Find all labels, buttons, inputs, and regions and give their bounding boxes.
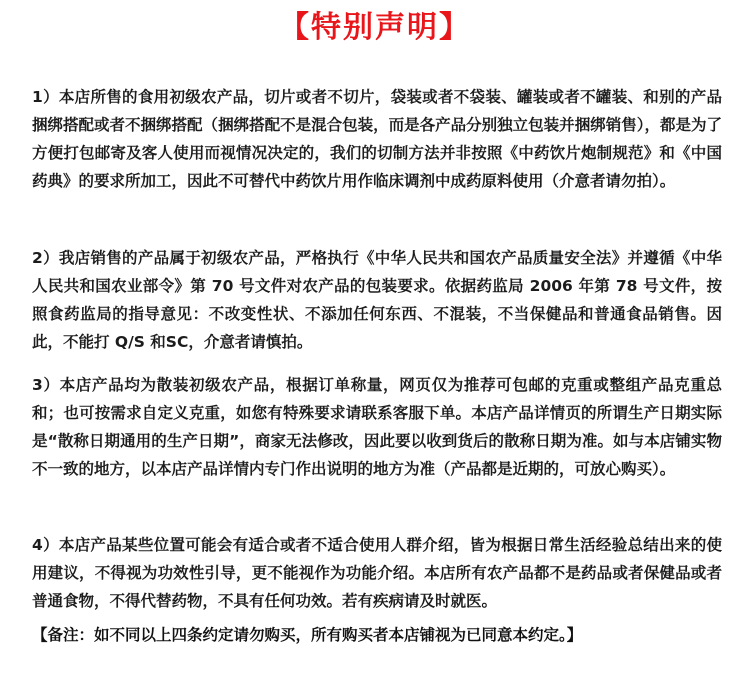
notice-paragraph-4: 4）本店产品某些位置可能会有适合或者不适合使用人群介绍，皆为根据日常生活经验总结出来的使用建议，不得视为功效性引导，更不能视作为功能介绍。本店所有农产品都不是药品或者保健品或者普通食物，不得代替药物，不具有任何功效。若有疾病请及时就医。 (32, 535, 722, 610)
notice-paragraph-3: 3）本店产品均为散装初级农产品，根据订单称量，网页仅为推荐可包邮的克重或整组产品克重总和；也可按需求自定义克重，如您有特殊要求请联系客服下单。本店产品详情页的所谓生产日期实际是“散称日期通用的生产日期”，商家无法修改，因此要以收到货后的散称日期为准。如与本店铺实物不一致的地方，以本店产品详情内专门作出说明的地方为准（产品都是近期的，可放心购买）。 (32, 375, 722, 478)
footer-note: 【备注：如不同以上四条约定请勿购买，所有购买者本店铺视为已同意本约定。】 (32, 626, 583, 644)
notice-paragraph-1: 1）本店所售的食用初级农产品，切片或者不切片，袋装或者不袋装、罐装或者不罐装、和别的产品捆绑搭配或者不捆绑搭配（捆绑搭配不是混合包装，而是各产品分别独立包装并捆绑销售），都是为了方便打包邮寄及客人使用而视情况决定的，我们的切制方法并非按照《中药饮片炮制规范》和《中国药典》的要求所加工，因此不可替代中药饮片用作临床调剂中成药原料使用（介意者请勿拍）。 (32, 87, 722, 190)
notice-paragraph-2: 2）我店销售的产品属于初级农产品，严格执行《中华人民共和国农产品质量安全法》并遵循《中华人民共和国农业部令》第 70 号文件对农产品的包装要求。依据药监局 2006 年第 78 号文件，按照食药监局的指导意见：不改变性状、不添加任何东西、不混装，不当保健品和普通食品销售。因此，不能打 Q/S 和SC，介意者请慎拍。 (32, 248, 722, 351)
notice-title: 【特别声明】 (279, 10, 471, 45)
